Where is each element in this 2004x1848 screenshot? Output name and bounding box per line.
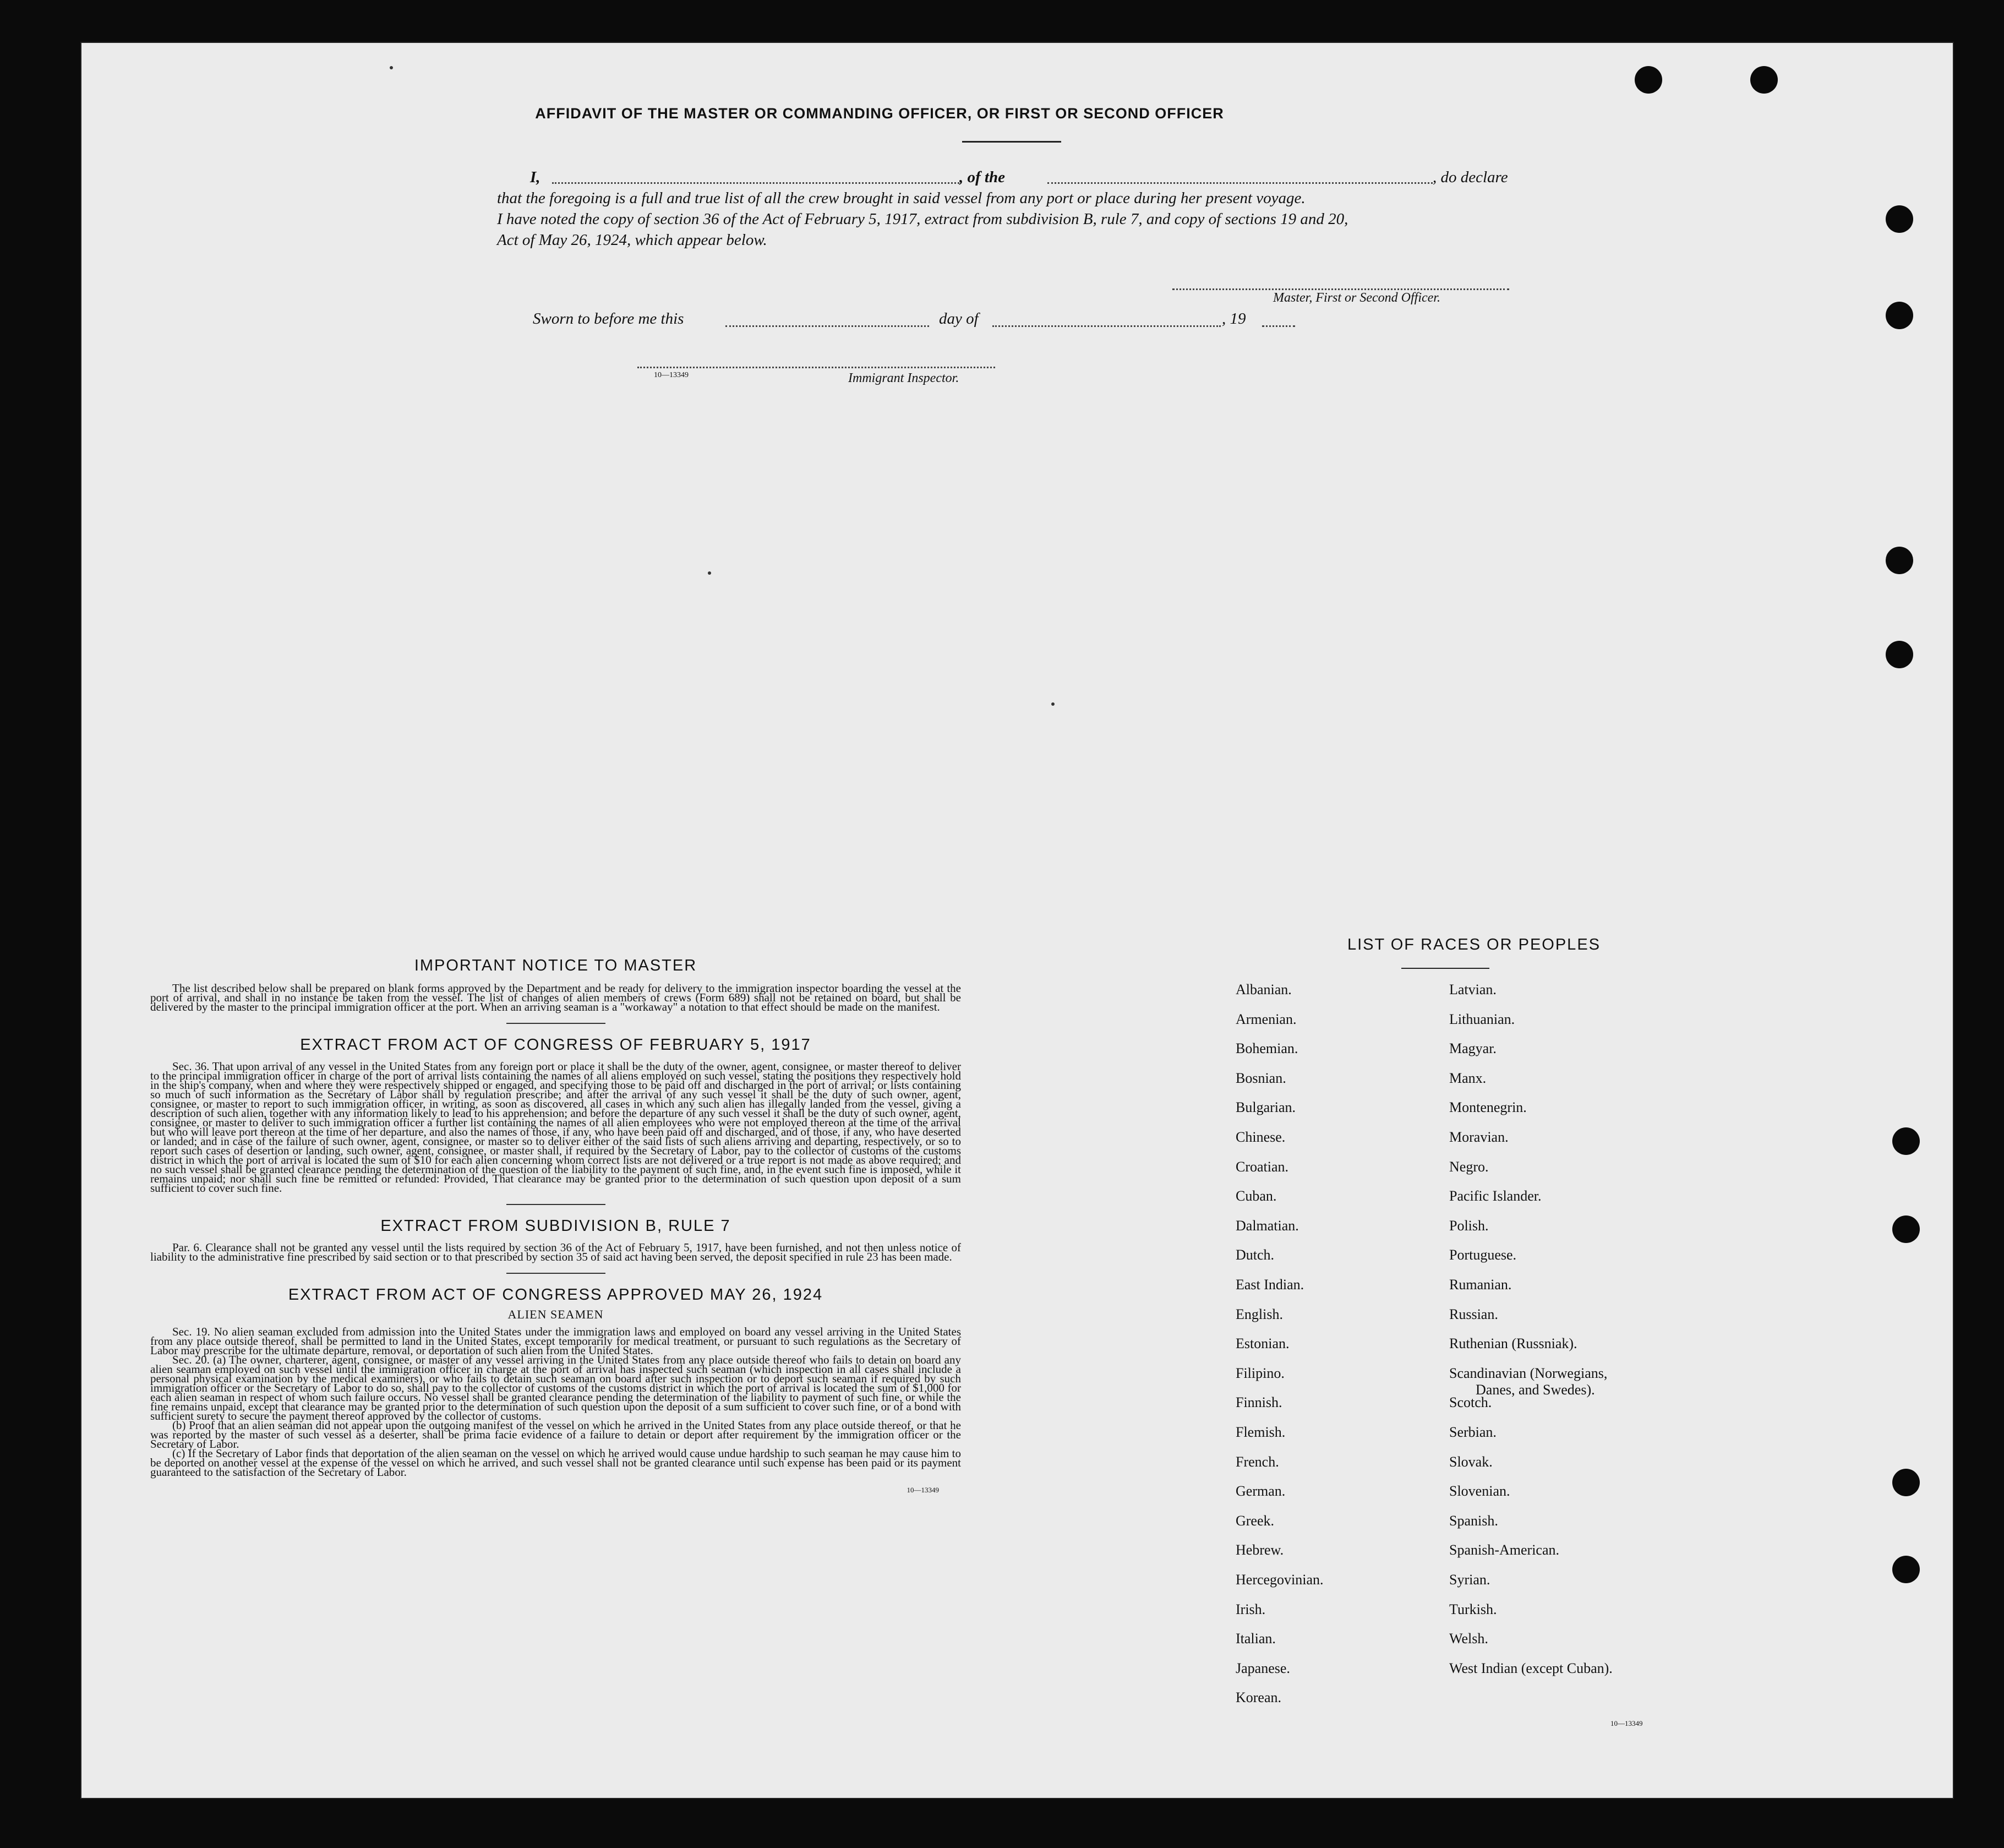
race-item: Lithuanian. [1449, 1011, 1515, 1027]
race-item: Scotch. [1449, 1394, 1492, 1411]
extract-1924-text [150, 1327, 961, 1477]
sworn-text [533, 310, 1413, 332]
race-item: Dalmatian. [1236, 1217, 1299, 1234]
notice-text: The list described below shall be prepared on blank forms approved by the Department and be ready for delivery to the immigration inspector boarding the vessel at the port of arrival, and shall in no instance be taken from the vessel. The list of changes of alien members of crews (Form 689) shall not be retained on board, but shall be delivered by the master to the principal immigration officer at the port. When an arriving seaman is a "workaway" a notation to that effect should be made on the manifest. [150, 982, 961, 1013]
declaration-line-2: that the foregoing is a full and true list of all the crew brought in said vessel from any port or place during her present voyage. [497, 189, 1306, 207]
inspector-signature-line[interactable] [637, 367, 995, 368]
punch-hole [1886, 547, 1913, 574]
year-label: , 19 [1222, 310, 1246, 328]
race-item: Cuban. [1236, 1188, 1277, 1204]
race-item: Bohemian. [1236, 1040, 1298, 1057]
alien-seamen-subtitle: ALIEN SEAMEN [507, 1307, 604, 1321]
divider [506, 1273, 605, 1275]
race-item: German. [1236, 1483, 1286, 1500]
master-signature-line[interactable] [1172, 288, 1509, 290]
title-underline [962, 141, 1061, 143]
race-item: Bosnian. [1236, 1070, 1286, 1086]
race-item: Flemish. [1236, 1424, 1286, 1440]
extract-1924-title: EXTRACT FROM ACT OF CONGRESS APPROVED MAY 26, 1924 [288, 1286, 823, 1304]
sec20c-text: (c) If the Secretary of Labor finds that deportation of the alien seaman on the vessel on which he arrived would cause undue hardship to such seaman he may cause him to be deported on another vessel at the expense of the vessel on which he arrived, and such vessel shall not be granted clearance until such expense has been paid or its payment guaranteed to the satisfaction of the Secretary of Labor. [150, 1447, 961, 1479]
race-item: Spanish-American. [1449, 1542, 1560, 1558]
race-item: Estonian. [1236, 1335, 1290, 1352]
legal-column [150, 957, 961, 1495]
race-item: Syrian. [1449, 1572, 1490, 1588]
race-item: Rumanian. [1449, 1277, 1512, 1293]
race-item: Irish. [1236, 1601, 1266, 1617]
ink-speck [1051, 702, 1055, 706]
declare-label: , do declare [1433, 168, 1508, 186]
divider [506, 1023, 605, 1025]
punch-hole [1886, 641, 1913, 668]
extract-1917-title: EXTRACT FROM ACT OF CONGRESS OF FEBRUARY 5, 1917 [300, 1036, 811, 1054]
race-item: Armenian. [1236, 1011, 1297, 1027]
race-item: Montenegrin. [1449, 1099, 1527, 1116]
sworn-day-field[interactable] [725, 325, 929, 327]
race-item: Slovenian. [1449, 1483, 1510, 1500]
race-item: Moravian. [1449, 1129, 1509, 1145]
punch-hole [1892, 1215, 1920, 1243]
rule7-title: EXTRACT FROM SUBDIVISION B, RULE 7 [380, 1217, 731, 1235]
notice-title: IMPORTANT NOTICE TO MASTER [414, 957, 697, 974]
divider [506, 1204, 605, 1206]
declaration-text [497, 167, 1543, 250]
race-item: English. [1236, 1306, 1283, 1322]
declarant-name-field[interactable] [552, 182, 959, 184]
race-item: Hebrew. [1236, 1542, 1284, 1558]
race-item: Korean. [1236, 1689, 1282, 1706]
race-item: Chinese. [1236, 1129, 1286, 1145]
race-item: Filipino. [1236, 1365, 1285, 1381]
race-item: Ruthenian (Russniak). [1449, 1335, 1577, 1352]
race-item: Japanese. [1236, 1660, 1290, 1676]
rule7-text: Par. 6. Clearance shall not be granted any vessel until the lists required by section 36 of the Act of February 5, 1917, have been furnished, and not then unless notice of liability to the administrative fine prescribed by said section or to that prescribed by section 35 of said act having been served, the deposit specified in rule 23 has been made. [150, 1241, 961, 1263]
punch-hole [1750, 66, 1778, 94]
race-item: Polish. [1449, 1217, 1489, 1234]
punch-hole [1886, 205, 1913, 233]
race-item: Magyar. [1449, 1040, 1497, 1057]
punch-hole [1892, 1469, 1920, 1496]
form-number-top: 10—13349 [654, 371, 689, 379]
declarant-label: I, [530, 168, 540, 186]
punch-hole [1892, 1127, 1920, 1155]
race-item: East Indian. [1236, 1277, 1304, 1293]
race-item: Greek. [1236, 1512, 1275, 1529]
extract-1917-text: Sec. 36. That upon arrival of any vessel in the United States from any foreign port or place it shall be the duty of the owner, agent, consignee, or master thereof to deliver to the principal immigration officer in charge of the port of arrival lists containing the names of all aliens employed on such vessel, stating the positions they respectively hold in the ship's company, when and where they were respectively shipped or engaged, and specifying those to be paid off and discharged in the port of arrival; or lists containing so much of such information as the Secretary of Labor shall by regulation prescribe; and after the arrival of any such vessel it shall be the duty of such owner, agent, consignee, or master to report to such immigration officer, in writing, as soon as discovered, all cases in which any such alien has illegally landed from the vessel, giving a description of such alien, together with any information likely to lead to his apprehension; and before the departure of any such vessel it shall be the duty of such owner, agent, consignee, or master to deliver to such immigration officer a further list containing the names of all alien employees who were not employed thereon at the time of the arrival but who will leave port thereon at the time of her departure, and also the names of those, if any, who have been paid off and discharged, and of those, if any, who have deserted or landed; and in case of the failure of such owner, agent, consignee, or master so to deliver either of the said lists of such aliens arriving and departing, respectively, or so to report such cases of desertion or landing, such owner, agent, consignee, or master shall, if required by the Secretary of Labor, pay to the collector of customs of the customs district in which the port of arrival is located the sum of $10 for each alien concerning whom correct lists are not delivered or a true report is not made as above required; and no such vessel shall be granted clearance pending the determination of the question of the liability to the payment of such fine, and, in the event such fine is imposed, while it remains unpaid; nor shall such fine be remitted or refunded: Provided, That clearance may be granted prior to the determination of such question upon deposit of a sum sufficient to cover such fine. [150, 1060, 961, 1195]
race-item: Serbian. [1449, 1424, 1497, 1440]
declaration-line-3: I have noted the copy of section 36 of the Act of February 5, 1917, extract from subdivision B, rule 7, and copy of sections 19 and 20, [497, 210, 1348, 228]
ink-speck [708, 571, 711, 575]
punch-hole [1892, 1556, 1920, 1583]
race-item: Finnish. [1236, 1394, 1282, 1411]
declaration-line-4: Act of May 26, 1924, which appear below. [497, 231, 767, 249]
race-item: Bulgarian. [1236, 1099, 1296, 1116]
races-title: LIST OF RACES OR PEOPLES [1347, 936, 1601, 953]
race-item: Dutch. [1236, 1247, 1275, 1263]
affidavit-title: AFFIDAVIT OF THE MASTER OR COMMANDING OFFICER, OR FIRST OR SECOND OFFICER [535, 105, 1224, 122]
race-item: West Indian (except Cuban). [1449, 1660, 1613, 1676]
race-item: Negro. [1449, 1158, 1489, 1175]
sec20a-text: Sec. 20. (a) The owner, charterer, agent, consignee, or master of any vessel arriving in the United States from any place outside thereof who fails to detain on board any alien seaman employed on such vessel until the immigration officer in charge at the port of arrival has inspected such seaman (which inspection in all cases shall include a personal physical examination by the medical examiners), or who fails to detain such seaman on board after such inspection or to deport such seaman if required by such immigration officer or the Secretary of Labor to do so, shall pay to the collector of customs of the customs district in which the port of arrival is located the sum of $1,000 for each alien seaman in respect of whom such failure occurs. No vessel shall be granted clearance pending the determination of the liability to payment of such fine, or while the fine remains unpaid, except that clearance may be granted prior to the determination of such question upon the deposit of a sum sufficient to cover such fine, or of a bond with sufficient surety to secure the payment thereof approved by the collector of customs. [150, 1353, 961, 1422]
race-item: Latvian. [1449, 982, 1497, 997]
vessel-label: , of the [959, 168, 1005, 186]
master-signature-label: Master, First or Second Officer. [1273, 291, 1440, 305]
ink-speck [390, 66, 393, 69]
sec19-text: Sec. 19. No alien seaman excluded from admission into the United States under the immigration laws and employed on board any vessel arriving in the United States from any place outside thereof, shall be permitted to land in the United States, except temporarily for medical treatment, or pursuant to such regulations as the Secretary of Labor may prescribe for the ultimate departure, removal, or deportation of such alien from the United States. [150, 1325, 961, 1357]
race-item: Welsh. [1449, 1631, 1488, 1647]
race-item: Croatian. [1236, 1158, 1289, 1175]
race-item: French. [1236, 1453, 1279, 1470]
race-item: Portuguese. [1449, 1247, 1517, 1263]
punch-hole [1886, 302, 1913, 329]
race-item: Scandinavian (Norwegians, [1449, 1365, 1608, 1381]
races-title-underline [1401, 968, 1489, 969]
form-sheet [81, 43, 1953, 1798]
form-number-left: 10—13349 [907, 1486, 939, 1494]
race-item: Hercegovinian. [1236, 1572, 1324, 1588]
sworn-label: Sworn to before me this [533, 310, 684, 328]
race-item: Russian. [1449, 1306, 1498, 1322]
vessel-name-field[interactable] [1047, 182, 1433, 184]
race-item: Slovak. [1449, 1453, 1493, 1470]
race-item: Italian. [1236, 1631, 1276, 1647]
race-item: Danes, and Swedes). [1476, 1381, 1595, 1398]
day-of-label: day of [939, 310, 979, 328]
sworn-year-field[interactable] [1262, 325, 1295, 327]
form-number-right: 10—13349 [1610, 1719, 1643, 1727]
race-item: Spanish. [1449, 1512, 1498, 1529]
sworn-month-field[interactable] [992, 325, 1221, 327]
race-item: Pacific Islander. [1449, 1188, 1542, 1204]
race-item: Albanian. [1236, 982, 1292, 997]
inspector-label: Immigrant Inspector. [848, 371, 959, 385]
race-item: Manx. [1449, 1070, 1487, 1086]
race-item: Turkish. [1449, 1601, 1497, 1617]
punch-hole [1635, 66, 1662, 94]
sec20b-text: (b) Proof that an alien seaman did not appear upon the outgoing manifest of the vessel on which he arrived in the United States from any place outside thereof, or that he was reported by the master of such vessel as a deserter, shall be prima facie evidence of a failure to detain or deport after requirement by the immigration officer or the Secretary of Labor. [150, 1419, 961, 1451]
